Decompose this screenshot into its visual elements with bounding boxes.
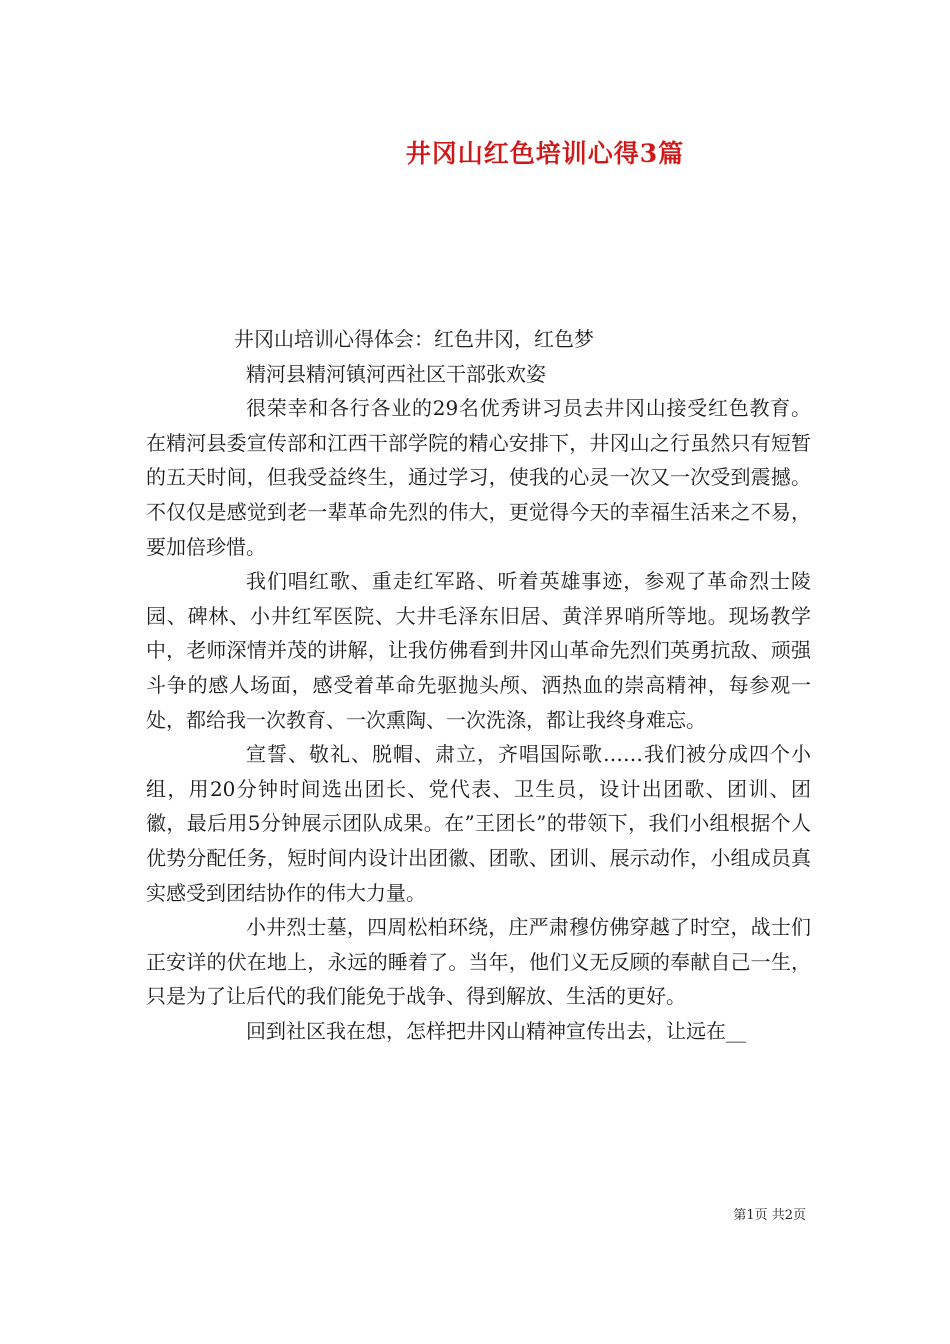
paragraph: 我们唱红歌、重走红军路、听着英雄事迹，参观了革命烈士陵园、碑林、小井红军医院、大井毛泽东旧居、黄洋界哨所等地。现场教学中，老师深情并茂的讲解，让我仿佛看到井冈山革命先烈们英勇抗敌、顽强斗争的感人场面，感受着革命先驱抛头颅、洒热血的崇高精神，每参观一处，都给我一次教育、一次熏陶、一次洗涤，都让我终身难忘。 bbox=[146, 569, 811, 732]
article-subtitle: 井冈山培训心得体会：红色井冈，红色梦 bbox=[234, 327, 594, 351]
document-body bbox=[146, 322, 811, 1048]
paragraph: 宣誓、敬礼、脱帽、肃立，齐唱国际歌……我们被分成四个小组，用20分钟时间选出团长、党代表、卫生员，设计出团歌、团训、团徽，最后用5分钟展示团队成果。在”王团长”的带领下，我们小组根据个人优势分配任务，短时间内设计出团徽、团歌、团训、展示动作，小组成员真实感受到团结协作的伟大力量。 bbox=[146, 742, 811, 905]
document-title: 井冈山红色培训心得3篇 bbox=[405, 139, 685, 168]
page-number-footer: 第1页 共2页 bbox=[733, 1208, 806, 1223]
author-line: 精河县精河镇河西社区干部张欢姿 bbox=[246, 361, 546, 386]
paragraph: 小井烈士墓，四周松柏环绕，庄严肃穆仿佛穿越了时空，战士们正安详的伏在地上，永远的睡着了。当年，他们义无反顾的奉献自己一生，只是为了让后代的我们能免于战争、得到解放、生活的更好。 bbox=[146, 915, 811, 1009]
paragraph: 很荣幸和各行各业的29名优秀讲习员去井冈山接受红色教育。在精河县委宣传部和江西干部学院的精心安排下，井冈山之行虽然只有短暂的五天时间，但我受益终生，通过学习，使我的心灵一次又一次受到震撼。不仅仅是感觉到老一辈革命先烈的伟大，更觉得今天的幸福生活来之不易，要加倍珍惜。 bbox=[146, 396, 811, 559]
paragraph: 回到社区我在想，怎样把井冈山精神宣传出去，让远在__ bbox=[246, 1018, 746, 1043]
